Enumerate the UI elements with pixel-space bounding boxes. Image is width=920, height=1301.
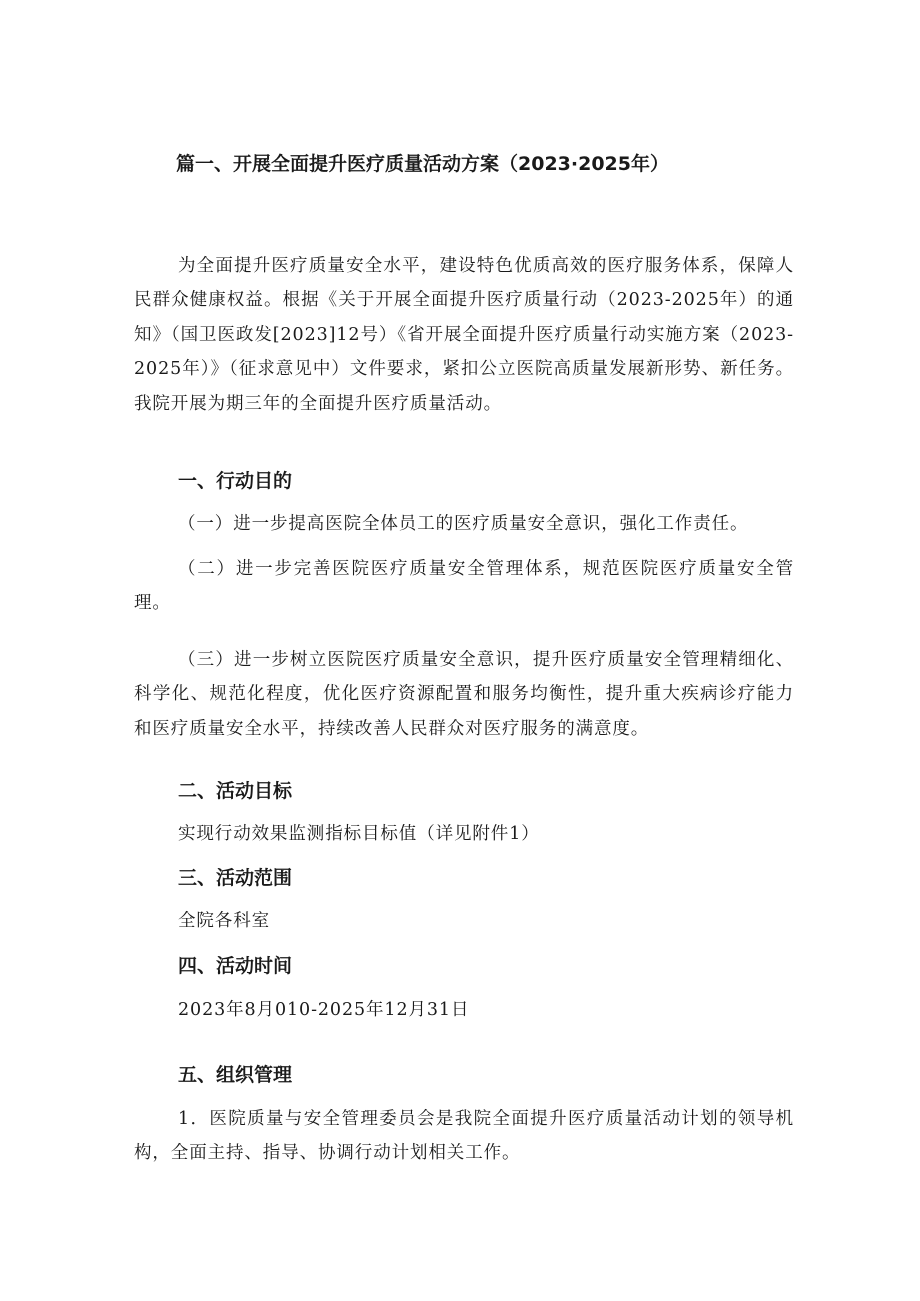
scope-text: 全院各科室	[178, 911, 270, 931]
section-heading-organization: 五、组织管理	[178, 1064, 293, 1086]
goals-text: 实现行动效果监测指标目标值（详见附件1）	[178, 824, 540, 844]
organization-item-1: 1．医院质量与安全管理委员会是我院全面提升医疗质量活动计划的领导机构，全面主持、指导、协调行动计划相关工作。	[134, 1109, 794, 1164]
intro-paragraph: 为全面提升医疗质量安全水平，建设特色优质高效的医疗服务体系，保障人民群众健康权益。根据《关于开展全面提升医疗质量行动（2023-2025年）的通知》（国卫医政发[2023]12号）《省开展全面提升医疗质量行动实施方案（2023-2025年）》（征求意见中）文件要求，紧扣公立医院高质量发展新形势、新任务。我院开展为期三年的全面提升医疗质量活动。	[134, 256, 794, 414]
document-title: 篇一、开展全面提升医疗质量活动方案（2023·2025年）	[176, 153, 669, 175]
section-heading-scope: 三、活动范围	[178, 867, 293, 889]
section-heading-time: 四、活动时间	[178, 955, 293, 977]
section-heading-purpose: 一、行动目的	[178, 470, 293, 492]
purpose-item-3: （三）进一步树立医院医疗质量安全意识，提升医疗质量安全管理精细化、科学化、规范化程度，优化医疗资源配置和服务均衡性，提升重大疾病诊疗能力和医疗质量安全水平，持续改善人民群众对医疗服务的满意度。	[134, 650, 794, 739]
time-text: 2023年8月010-2025年12月31日	[178, 1000, 470, 1020]
section-heading-goals: 二、活动目标	[178, 780, 293, 802]
purpose-item-2: （二）进一步完善医院医疗质量安全管理体系，规范医院医疗质量安全管理。	[134, 559, 794, 614]
purpose-item-1: （一）进一步提高医院全体员工的医疗质量安全意识，强化工作责任。	[178, 514, 749, 534]
